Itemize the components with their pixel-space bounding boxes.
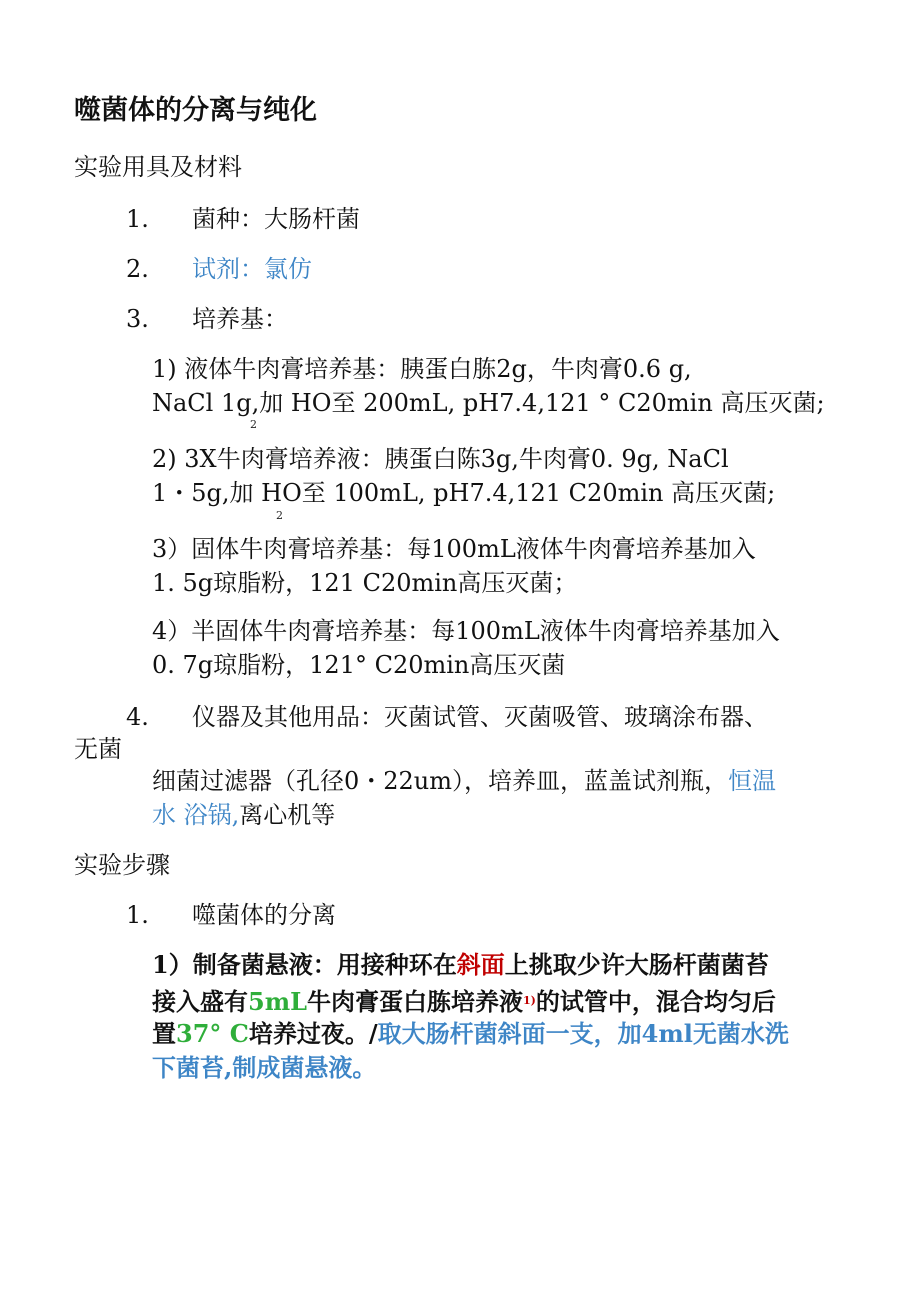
medium-1-line2: NaCl 1g,加 HO至 200mL, pH7.4,121 ° C20min 高压灭菌;: [152, 389, 825, 417]
step-highlight: 5mL: [248, 987, 307, 1016]
list-number: 4.: [126, 703, 149, 731]
medium-3-line2: 1. 5g琼脂粉，121 C20min高压灭菌；: [152, 569, 578, 597]
medium-4-line2: 0. 7g琼脂粉，121° C20min高压灭菌: [152, 651, 566, 679]
subscript: 2: [276, 509, 283, 522]
instruments-text: 离心机等: [239, 801, 336, 829]
step-text: 牛肉膏蛋白胨培养液: [306, 987, 523, 1016]
step-text: 1）制备菌悬液：用接种环在: [152, 950, 457, 979]
section-heading-procedure: 实验步骤: [74, 851, 170, 879]
instruments-highlight: 水 浴锅,: [152, 801, 240, 829]
subscript: 2: [250, 418, 257, 431]
step-alt-text: 取大肠杆菌斜面一支，加4ml无菌水洗: [377, 1019, 789, 1048]
footnote-marker: 1): [522, 994, 536, 1007]
medium-3-line1: 3）固体牛肉膏培养基：每100mL液体牛肉膏培养基加入: [152, 535, 756, 563]
step-text: 上挑取少许大肠杆菌菌苔: [504, 950, 769, 979]
step-highlight: 斜面: [456, 950, 505, 979]
list-number: 3.: [126, 305, 149, 333]
list-number: 2.: [126, 255, 149, 283]
section-heading-materials: 实验用具及材料: [74, 153, 242, 181]
medium-4-line1: 4）半固体牛肉膏培养基：每100mL液体牛肉膏培养基加入: [152, 617, 780, 645]
step-text: 接入盛有: [152, 987, 248, 1016]
step-highlight: 37° C: [176, 1019, 249, 1048]
medium-1-line1: 1) 液体牛肉膏培养基：胰蛋白胨2g，牛肉膏0.6 g,: [152, 355, 692, 383]
instruments-line2: [152, 766, 776, 796]
list-item-isolation: 噬菌体的分离: [192, 901, 336, 929]
medium-2-line1: 2) 3X牛肉膏培养液：胰蛋白陈3g,牛肉膏0. 9g, NaCl: [152, 445, 729, 473]
step-line-1: [152, 950, 769, 980]
step-line-4: 下菌苔,制成菌悬液。: [152, 1053, 377, 1082]
medium-2-line2: 1・5g,加 HO至 100mL, pH7.4,121 C20min 高压灭菌;: [152, 479, 776, 507]
list-item-instruments: 仪器及其他用品：灭菌试管、灭菌吸管、玻璃涂布器、: [192, 703, 768, 731]
instruments-text: 细菌过滤器（孔径0・22um），培养皿，蓝盖试剂瓶，: [152, 767, 729, 795]
step-line-2: [152, 986, 776, 1017]
document-title: 噬菌体的分离与纯化: [74, 95, 317, 126]
list-number: 1.: [126, 901, 149, 929]
instruments-wrap: 无菌: [74, 735, 122, 763]
list-item-strain: 菌种：大肠杆菌: [192, 205, 360, 233]
step-text: 的试管中，混合均匀后: [535, 987, 776, 1016]
instruments-line3: [152, 800, 335, 830]
list-item-medium: 培养基：: [192, 305, 288, 333]
list-item-reagent: 试剂：氯仿: [192, 255, 312, 283]
list-number: 1.: [126, 205, 149, 233]
step-text: 置: [152, 1019, 176, 1048]
instruments-highlight: 恒温: [728, 767, 777, 795]
step-line-3: [152, 1019, 789, 1049]
step-text: 培养过夜。/: [248, 1019, 378, 1048]
